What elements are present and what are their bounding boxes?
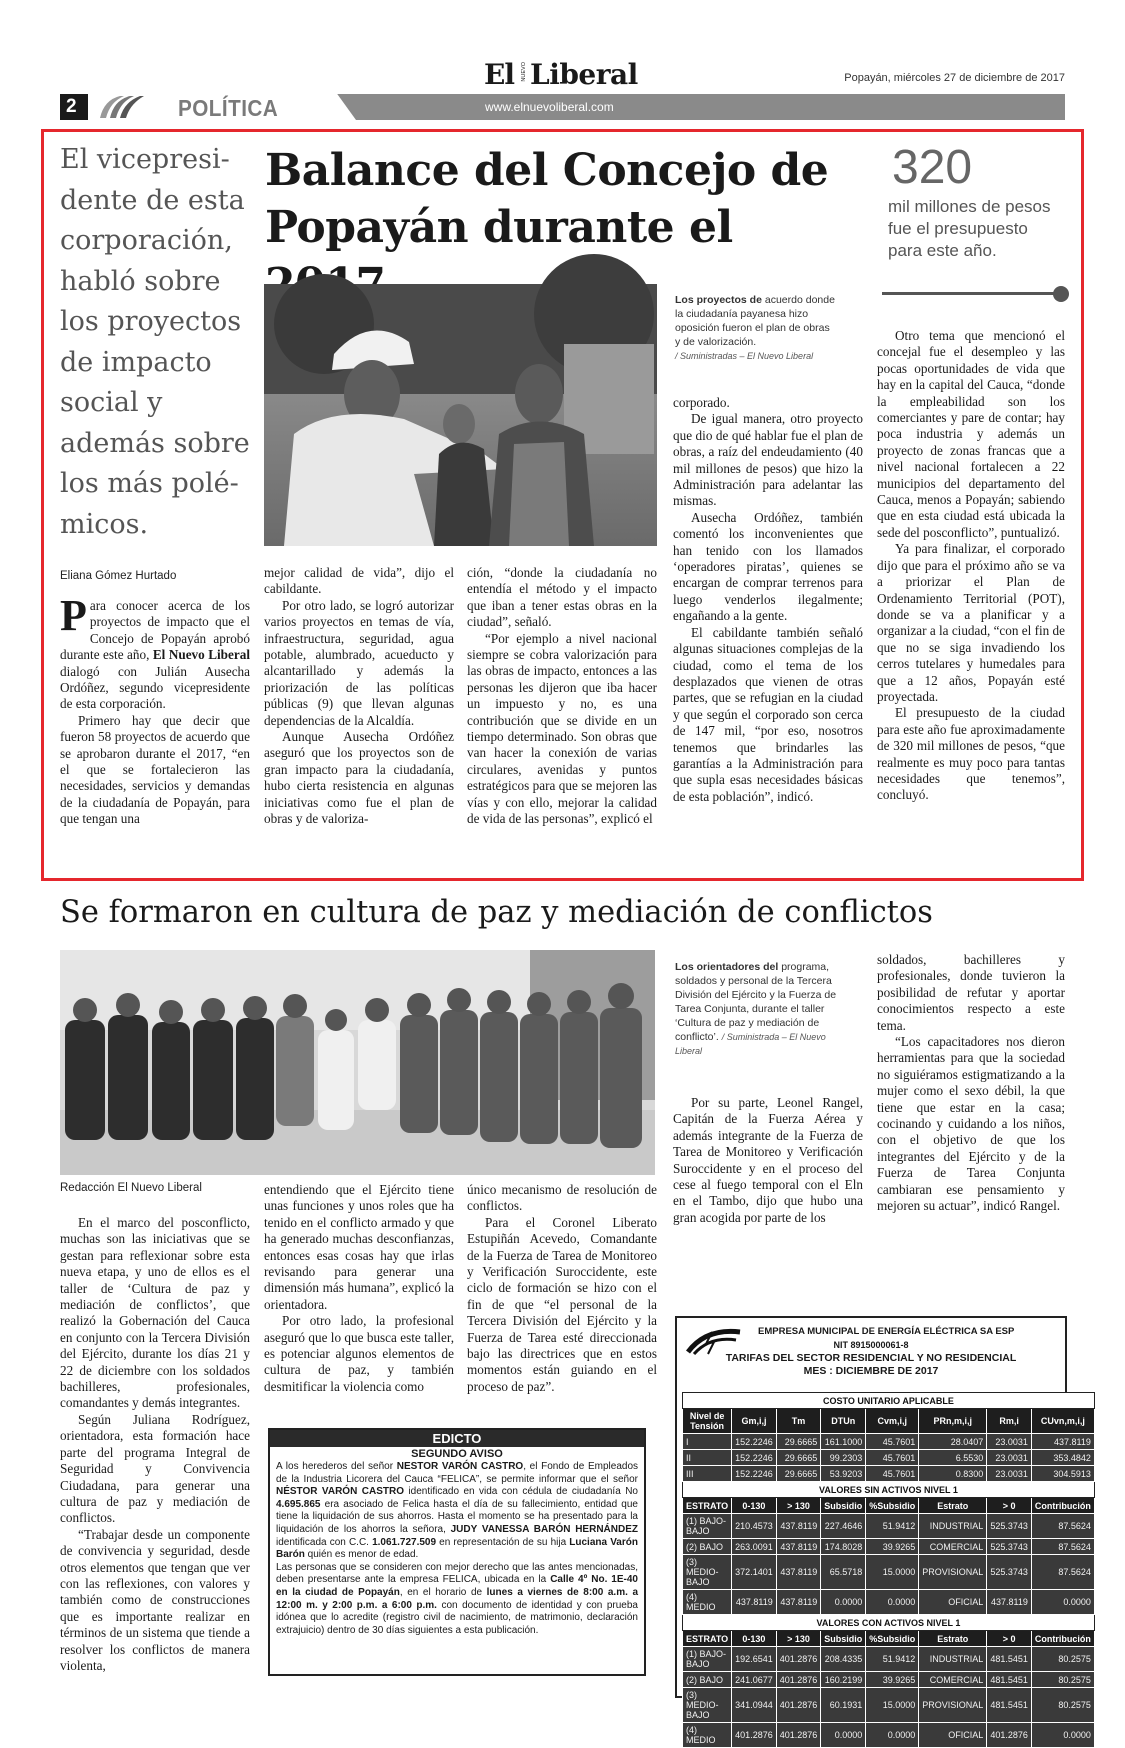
concejo-paragraph: ción, “donde la ciudadanía no entendía el método y el impacto que iban a tener estas obras en la ciudad”, señaló. [467, 565, 657, 630]
sin-activos-row [683, 1555, 1095, 1590]
table-cell: 401.2876 [776, 1672, 821, 1688]
table-cell: 15.0000 [866, 1688, 919, 1723]
table-cell: 208.4335 [821, 1647, 866, 1672]
table-cell: 401.2876 [987, 1723, 1032, 1748]
table-cell: PRn,m,i,j [919, 1409, 987, 1434]
table-cell: COMERCIAL [919, 1672, 987, 1688]
table-cell: 23.0031 [987, 1434, 1032, 1450]
table-cell: III [683, 1466, 732, 1482]
table-cell: Subsidio [821, 1498, 866, 1514]
concejo-paragraph: Aunque Ausecha Ordóñez aseguró que los proyectos son de gran impacto para la ciudadanía, hubo cierta resistencia en algunas iniciativas como fue el plan de obras y de valoriza- [264, 729, 454, 827]
table-cell: 437.8119 [776, 1555, 821, 1590]
drop-cap: P [60, 591, 87, 640]
table-cell: ESTRATO [683, 1631, 732, 1647]
article-concejo-title: Balance del Concejo de Popayán durante el [265, 145, 829, 253]
table-cell: 80.2575 [1031, 1672, 1094, 1688]
table-cell: (3) MEDIO-BAJO [683, 1555, 732, 1590]
caption-lead: Los orientadores del [675, 961, 779, 973]
paz-column-5 [877, 952, 1065, 1215]
table-cell: 0-130 [732, 1631, 777, 1647]
table-cell: INDUSTRIAL [919, 1514, 987, 1539]
logo-liberal: Liberal [530, 58, 638, 91]
table-cell: (3) MEDIO-BAJO [683, 1688, 732, 1723]
table-cell: 53.9203 [821, 1466, 866, 1482]
table-cell: 161.1000 [821, 1434, 866, 1450]
table-cell: 23.0031 [987, 1466, 1032, 1482]
edicto-bold: 1.061.727.509 [372, 1536, 437, 1548]
edicto-text: identificada con C.C. [276, 1536, 373, 1548]
costo-row [683, 1450, 1095, 1466]
table-cell: 241.0677 [732, 1672, 777, 1688]
paz-column-3 [467, 1182, 657, 1395]
table-cell: (2) BAJO [683, 1672, 732, 1688]
table-cell: 263.0091 [732, 1539, 777, 1555]
logo-nuevo: NUEVO [521, 62, 527, 82]
concejo-column-3 [467, 565, 657, 828]
table-cell: > 130 [776, 1498, 821, 1514]
table-cell: Contribución [1031, 1498, 1094, 1514]
concejo-photo [264, 284, 657, 546]
edicto-body [270, 1461, 644, 1637]
concejo-paragraph: El presupuesto de la ciudad para este año fue aproximadamente de 320 mil millones de pesos, “que realmente es muy poco para tantas necesidades que tenemos”, concluyó. [877, 705, 1065, 803]
con-activos-row [683, 1688, 1095, 1723]
table-cell: PROVISIONAL [919, 1688, 987, 1723]
con-activos-row [683, 1647, 1095, 1672]
table-cell: Subsidio [821, 1631, 866, 1647]
table-cell: 401.2876 [776, 1688, 821, 1723]
concejo-paragraph: Primero hay que decir que fueron 58 proyectos de acuerdo que se aprobaron durante el 2017, “en el que se fortalecieron las necesidades, servicios y demandas de la ciudadanía de Popayán, para que tengan una [60, 712, 250, 827]
table-cell: 23.0031 [987, 1450, 1032, 1466]
edicto-text: era asociado de Felica hasta el día de su fallecimiento, entidad que tiene la liquidación de sus ahorros. Hasta el momento se ha presentado para la liquidación de los ahorros la señora, [276, 1498, 638, 1535]
table-cell: 437.8119 [776, 1539, 821, 1555]
table-cell: Estrato [919, 1631, 987, 1647]
concejo-paragraph: El cabildante también señaló algunas situaciones complejas de la ciudad, como el tema de los desplazados que vienen de otras partes, que se refugian en la ciudad y que según el corporado son cerca de 147 mil, “por eso, nosotros tenemos que brindarles las garantías a la Administración para que supla esas necesidades básicas de esta población”, indicó. [673, 624, 863, 804]
paz-column-2 [264, 1182, 454, 1395]
edicto-bold: Calle 4º No. 1E-40 en la ciudad de Popayán [276, 1574, 638, 1598]
table-cell: INDUSTRIAL [919, 1647, 987, 1672]
table-cell: 0.0000 [821, 1723, 866, 1748]
costo-unitario-band-label: COSTO UNITARIO APLICABLE [683, 1393, 1095, 1409]
con-activos-band-label: VALORES CON ACTIVOS NIVEL 1 [683, 1615, 1095, 1631]
issue-date: Popayán, miércoles 27 de diciembre de 2017 [844, 72, 1065, 84]
edicto-bold: NÉSTOR VARÓN CASTRO [276, 1486, 404, 1498]
concejo-column-2 [264, 565, 454, 828]
table-cell: 0.8300 [919, 1466, 987, 1482]
tarifas-title: TARIFAS DEL SECTOR RESIDENCIAL Y NO RESIDENCIAL [725, 1352, 1017, 1364]
concejo-column-5 [877, 328, 1065, 804]
paz-paragraph: Para el Coronel Liberato Estupiñán Acevedo, Comandante de la Fuerza de Tarea de Monitoreo y Verificación Suroccidente, este ciclo de formación se hizo con el fin de que “el personal de la Tercera División del Ejército y la Fuerza de Tarea esté direccionada bajo las directrices que en estos momentos están guiando en el proceso de paz”. [467, 1214, 657, 1394]
table-cell: 45.7601 [866, 1466, 919, 1482]
table-cell: 87.5624 [1031, 1555, 1094, 1590]
table-cell: 0-130 [732, 1498, 777, 1514]
text-run: dialogó con Julián Ausecha Ordóñez, segundo vicepresidente de esta corporación. [60, 663, 250, 712]
concejo-paragraph: corporado. [673, 395, 730, 410]
table-cell: 192.6541 [732, 1647, 777, 1672]
site-url: www.elnuevoliberal.com [485, 100, 614, 114]
table-cell: 353.4842 [1031, 1450, 1094, 1466]
table-cell: 401.2876 [776, 1723, 821, 1748]
table-cell: 152.2246 [732, 1466, 777, 1482]
budget-stat-number: 320 [892, 141, 973, 194]
table-cell: Cvm,i,j [866, 1409, 919, 1434]
logo-el: El [484, 58, 514, 91]
caption-lead: Los proyectos de [675, 294, 762, 306]
table-cell: 39.9265 [866, 1672, 919, 1688]
table-cell: 99.2303 [821, 1450, 866, 1466]
table-cell: CUvn,m,i,j [1031, 1409, 1094, 1434]
estrato-header-row [683, 1498, 1095, 1514]
paz-paragraph: “Trabajar desde un componente de convivencia y seguridad, desde otros elementos que tengan que ver con las reflexiones, con valores y también como de construcciones que es importante realizar en términos de un sistema que tiende a resolver los conflictos de manera violenta, [60, 1526, 250, 1673]
table-cell: (1) BAJO-BAJO [683, 1514, 732, 1539]
table-cell: (4) MEDIO [683, 1723, 732, 1748]
table-cell: Rm,i [987, 1409, 1032, 1434]
table-cell: 0.0000 [821, 1590, 866, 1615]
con-activos-row [683, 1672, 1095, 1688]
table-cell: 437.8119 [732, 1590, 777, 1615]
table-cell: > 130 [776, 1631, 821, 1647]
table-cell: 152.2246 [732, 1450, 777, 1466]
paz-paragraph: entendiendo que el Ejército tiene unas funciones y unos roles que ha tenido en el conflicto armado y que ha generado muchas desconfianzas, entonces esas cosas hay que irlas revisando para generar una dimensión más humana”, explicó la orientadora. [264, 1182, 454, 1312]
paz-paragraph: Según Juliana Rodríguez, orientadora, esta formación hace parte del programa Integral de Seguridad y Convivencia Ciudadana, para generar una cultura de paz y mediación de conflictos. [60, 1411, 250, 1526]
table-cell: 0.0000 [1031, 1723, 1094, 1748]
table-cell: 160.2199 [821, 1672, 866, 1688]
concejo-paragraph: Ausecha Ordóñez, también comentó los inconvenientes que han tenido con los llamados ‘operadores piratas’, quienes se encargan de comprar terrenos para luego venderlos ilegalmente; engañando a la gente. [673, 509, 863, 624]
edicto-text: identificado en vida con cédula de ciudadanía No [403, 1486, 638, 1498]
table-cell: 437.8119 [1031, 1434, 1094, 1450]
costo-row [683, 1466, 1095, 1482]
edicto-bold: NESTOR VARÓN CASTRO [396, 1461, 524, 1472]
table-cell: 481.5451 [987, 1647, 1032, 1672]
table-cell: 341.0944 [732, 1688, 777, 1723]
sin-activos-row [683, 1539, 1095, 1555]
table-cell: 401.2876 [732, 1723, 777, 1748]
edicto-text: A los herederos del señor [276, 1461, 397, 1472]
edicto-bold: 4.695.865 [276, 1498, 321, 1510]
article-paz-byline: Redacción El Nuevo Liberal [60, 1182, 202, 1194]
edicto-text: en representación de su hija [436, 1536, 570, 1548]
table-cell: Gm,i,j [732, 1409, 777, 1434]
table-cell: (1) BAJO-BAJO [683, 1647, 732, 1672]
paz-photo [60, 950, 655, 1175]
table-cell: 0.0000 [866, 1590, 919, 1615]
edicto-subtitle: SEGUNDO AVISO [411, 1448, 503, 1460]
costo-unitario-band [683, 1393, 1095, 1409]
edicto-text: quién es menor de edad. [304, 1549, 419, 1561]
table-cell: 60.1931 [821, 1688, 866, 1723]
paz-paragraph: En el marco del posconflicto, muchas son las iniciativas que se gestan para reflexionar sobre esta nueva etapa, y uno de ellos es el taller de ‘Cultura de paz y mediación de conflictos’, que realizó la Gobernación del Cauca en conjunto con la Tercera División del Ejército, durante los días 21 y 22 de diciembre con los soldados bachilleres, profesionales, comandantes y demás integrantes. [60, 1215, 250, 1411]
budget-stat-box [878, 140, 1068, 300]
paz-paragraph: único mecanismo de resolución de conflictos. [467, 1182, 657, 1214]
paz-column-4 [673, 1095, 863, 1226]
section-title: POLÍTICA [178, 95, 279, 121]
sin-activos-row [683, 1590, 1095, 1615]
concejo-photo-caption [675, 293, 835, 363]
table-cell: 51.9412 [866, 1514, 919, 1539]
table-cell: 28.0407 [919, 1434, 987, 1450]
table-cell: Estrato [919, 1498, 987, 1514]
paz-photo-caption [675, 960, 850, 1058]
table-cell: 437.8119 [776, 1514, 821, 1539]
edicto-text: Las personas que se consideren con mejor derecho que las antes mencionadas, deben presentarse ante la empresa FELICA, ubicada en la [276, 1561, 638, 1586]
concejo-paragraph: Por otro lado, se logró autorizar varios proyectos en temas de vía, infraestructura, seguridad, agua potable, alumbrado, acueducto y alcantarillado y además la priorización de las políticas públicas (9) que llevan algunas dependencias de la Alcaldía. [264, 597, 454, 728]
tarifas-month: MES : DICIEMBRE DE 2017 [803, 1365, 939, 1377]
table-cell: 87.5624 [1031, 1539, 1094, 1555]
table-cell: ESTRATO [683, 1498, 732, 1514]
table-cell: 45.7601 [866, 1450, 919, 1466]
edicto-notice [268, 1428, 646, 1676]
masthead-logo [484, 58, 644, 94]
table-cell: Nivel de Tensión [683, 1409, 732, 1434]
table-cell: > 0 [987, 1498, 1032, 1514]
tarifas-ad [675, 1316, 1091, 1745]
paz-paragraph: Por otro lado, la profesional aseguró que lo que busca este taller, es potenciar algunos elementos de cultura de paz, y también desmitificar la violencia como [264, 1313, 454, 1394]
concejo-paragraph: Ya para finalizar, el corporado dijo que para el próximo año se va a priorizar el Plan de Ordenamiento Territorial (POT), donde se va a planificar y a organizar a la ciudad, “con el fin de que no se siga invadiendo los cerros tutelares y humedales para que a 12 años, Popayán esté proyectada. [877, 541, 1065, 704]
table-cell: 372.1401 [732, 1555, 777, 1590]
table-cell: DTUn [821, 1409, 866, 1434]
table-cell: 0.0000 [866, 1723, 919, 1748]
section-stripes-icon [100, 96, 148, 118]
edicto-bold: Luciana Varón Barón [276, 1536, 638, 1561]
costo-row [683, 1434, 1095, 1450]
table-cell: 80.2575 [1031, 1647, 1094, 1672]
caption-body: acuerdo donde la ciudadanía payanesa hizo oposición fueron el plan de obras y de valorización. [675, 294, 835, 348]
con-activos-row [683, 1723, 1095, 1748]
edicto-bold: lunes a viernes de 8:00 a.m. a 12:00 m. y 2:00 p.m. a 6:00 p.m. [276, 1586, 639, 1611]
table-cell: II [683, 1450, 732, 1466]
article-concejo-byline: Eliana Gómez Hurtado [60, 570, 177, 582]
table-cell: 15.0000 [866, 1555, 919, 1590]
table-cell: 210.4573 [732, 1514, 777, 1539]
table-cell: 51.9412 [866, 1647, 919, 1672]
table-cell: Tm [776, 1409, 821, 1434]
edicto-bold: JUDY VANESSA BARÓN HERNÁNDEZ [450, 1523, 638, 1535]
table-cell: 437.8119 [987, 1590, 1032, 1615]
edicto-text: , el Fondo de Empleados de la Industria Licorera del Cauca “FELICA”, se permite informar que el señor [276, 1461, 639, 1485]
table-cell: 304.5913 [1031, 1466, 1094, 1482]
concejo-paragraph: “Por ejemplo a nivel nacional siempre se cobra valorización para las obras de impacto, entonces a las personas les dijeron que iba hacer un impuesto y no, es una contribución que se divide en un tiempo determinado. Son obras que van hacer la conexión de varias circulares, avenidas y puntos estratégicos para que se mejoren las vías y con ello, mejorar la calidad de vida de las personas”, explicó el [467, 630, 657, 827]
stat-divider [882, 292, 1058, 295]
table-cell: 39.9265 [866, 1539, 919, 1555]
con-activos-band [683, 1615, 1095, 1631]
paz-paragraph: Por su parte, Leonel Rangel, Capitán de la Fuerza Aérea y además integrante de la Fuerza de Tarea de Monitoreo y Verificación Suroccidente y en el proceso del cese al fuego temporal con el Eln en el Tambo, dijo que hubo una gran acogida por parte de los [673, 1095, 863, 1225]
table-cell: 0.0000 [1031, 1590, 1094, 1615]
text-run: ara conocer acerca de los proyectos de impacto que el Concejo de Popayán aprobó durante este año, [60, 598, 250, 663]
page-header [60, 58, 1065, 122]
concejo-column-1 [60, 591, 250, 828]
concejo-paragraph: mejor calidad de vida”, dijo el cabildante. [264, 565, 454, 597]
table-cell: 65.5718 [821, 1555, 866, 1590]
sin-activos-band-label: VALORES SIN ACTIVOS NIVEL 1 [683, 1482, 1095, 1498]
table-cell: 525.3743 [987, 1514, 1032, 1539]
table-cell: 152.2246 [732, 1434, 777, 1450]
costo-header-row [683, 1409, 1095, 1434]
estrato-header-row [683, 1631, 1095, 1647]
concejo-column-4 [673, 395, 863, 805]
sin-activos-row [683, 1514, 1095, 1539]
concejo-paragraph [60, 591, 250, 713]
edicto-text: con documento de identidad y con prueba idónea que lo acredite (registro civil de nacimiento, de matrimonio, declaración extrajuicio) dentro de 30 días siguientes a esta publicación. [276, 1599, 638, 1636]
table-cell: 29.6665 [776, 1450, 821, 1466]
paz-column-1 [60, 1215, 250, 1674]
company-nit: NIT 8915000061-8 [833, 1340, 909, 1350]
article-concejo-pullquote: El vicepresi-dente de esta corporación, habló sobre los proyectos de impacto social y además sobre los más polé-micos. [60, 144, 250, 540]
caption-body: programa, soldados y personal de la Tercera División del Ejército y la Fuerza de Tarea Conjunta, durante el taller ‘Cultura de paz y mediación de conflicto’. [675, 961, 837, 1043]
paz-paragraph: “Los capacitadores nos dieron herramientas para que la sociedad no siguiéramos estigmatizando a la mujer como el sexo débil, la que tiene que estar en la casa; cocinando y cuidando a los niños, con el objetivo de que los integrantes del Ejército y de la Fuerza de Tarea Conjunta cambiaran ese pensamiento y mejoren su actuar”, indicó Rangel. [877, 1034, 1065, 1214]
table-cell: 174.8028 [821, 1539, 866, 1555]
table-cell: I [683, 1434, 732, 1450]
table-cell: Contribución [1031, 1631, 1094, 1647]
table-cell: %Subsidio [866, 1631, 919, 1647]
budget-stat-text: mil millones de pesos fue el presupuesto para este año. [888, 197, 1051, 260]
table-cell: 481.5451 [987, 1688, 1032, 1723]
table-cell: (2) BAJO [683, 1539, 732, 1555]
table-cell: 525.3743 [987, 1555, 1032, 1590]
paz-paragraph: soldados, bachilleres y profesionales, donde tuvieron la posibilidad de refutar y aportar conocimientos respecto a este tema. [877, 952, 1065, 1033]
table-cell: OFICIAL [919, 1590, 987, 1615]
table-cell: OFICIAL [919, 1723, 987, 1748]
table-cell: (4) MEDIO [683, 1590, 732, 1615]
table-cell: > 0 [987, 1631, 1032, 1647]
table-cell: 29.6665 [776, 1434, 821, 1450]
table-cell: 87.5624 [1031, 1514, 1094, 1539]
table-cell: 80.2575 [1031, 1688, 1094, 1723]
table-cell: 437.8119 [776, 1590, 821, 1615]
caption-credit: / Suministrada – El Nuevo Liberal [675, 1032, 826, 1056]
caption-credit: / Suministradas – El Nuevo Liberal [675, 351, 814, 361]
concejo-paragraph: Otro tema que mencionó el concejal fue el desempleo y las pocas oportunidades de vida que hay en la capital del Cauca, “donde la empleabilidad son los comerciantes y pare de contar; hay poca industria y además un proyecto de zonas francas que a nivel nacional fortalecen a 22 municipios del departamento del Cauca, menos a Popayán; sabiendo que en esta ciudad está ubicada la sede del posconflicto”, puntualizó. [877, 328, 1065, 540]
edicto-text: , en el horario de [399, 1586, 487, 1598]
concejo-paragraph: De igual manera, otro proyecto que dio de qué hablar fue el plan de obras, a raíz del endeudamiento (40 mil millones de pesos) que hizo la Administración para adelantar las mismas. [673, 411, 863, 509]
table-cell: 6.5530 [919, 1450, 987, 1466]
table-cell: 29.6665 [776, 1466, 821, 1482]
table-cell: 401.2876 [776, 1647, 821, 1672]
edicto-paragraph-2 [276, 1562, 638, 1638]
table-cell: 227.4646 [821, 1514, 866, 1539]
stat-bullet-icon [1053, 286, 1069, 302]
table-cell: 481.5451 [987, 1672, 1032, 1688]
sin-activos-band [683, 1482, 1095, 1498]
table-cell: 45.7601 [866, 1434, 919, 1450]
article-paz-title: Se formaron en cultura de paz y mediación de conflictos [60, 895, 933, 930]
newspaper-name: El Nuevo Liberal [152, 647, 250, 663]
table-cell: 525.3743 [987, 1539, 1032, 1555]
table-cell: %Subsidio [866, 1498, 919, 1514]
edicto-title: EDICTO [270, 1430, 644, 1447]
table-cell: COMERCIAL [919, 1539, 987, 1555]
tarifas-table [682, 1392, 1095, 1748]
page-number: 2 [66, 96, 77, 117]
table-cell: PROVISIONAL [919, 1555, 987, 1590]
company-name: EMPRESA MUNICIPAL DE ENERGÍA ELÉCTRICA SA ESP [758, 1326, 1015, 1337]
tarifas-header [682, 1322, 1060, 1392]
